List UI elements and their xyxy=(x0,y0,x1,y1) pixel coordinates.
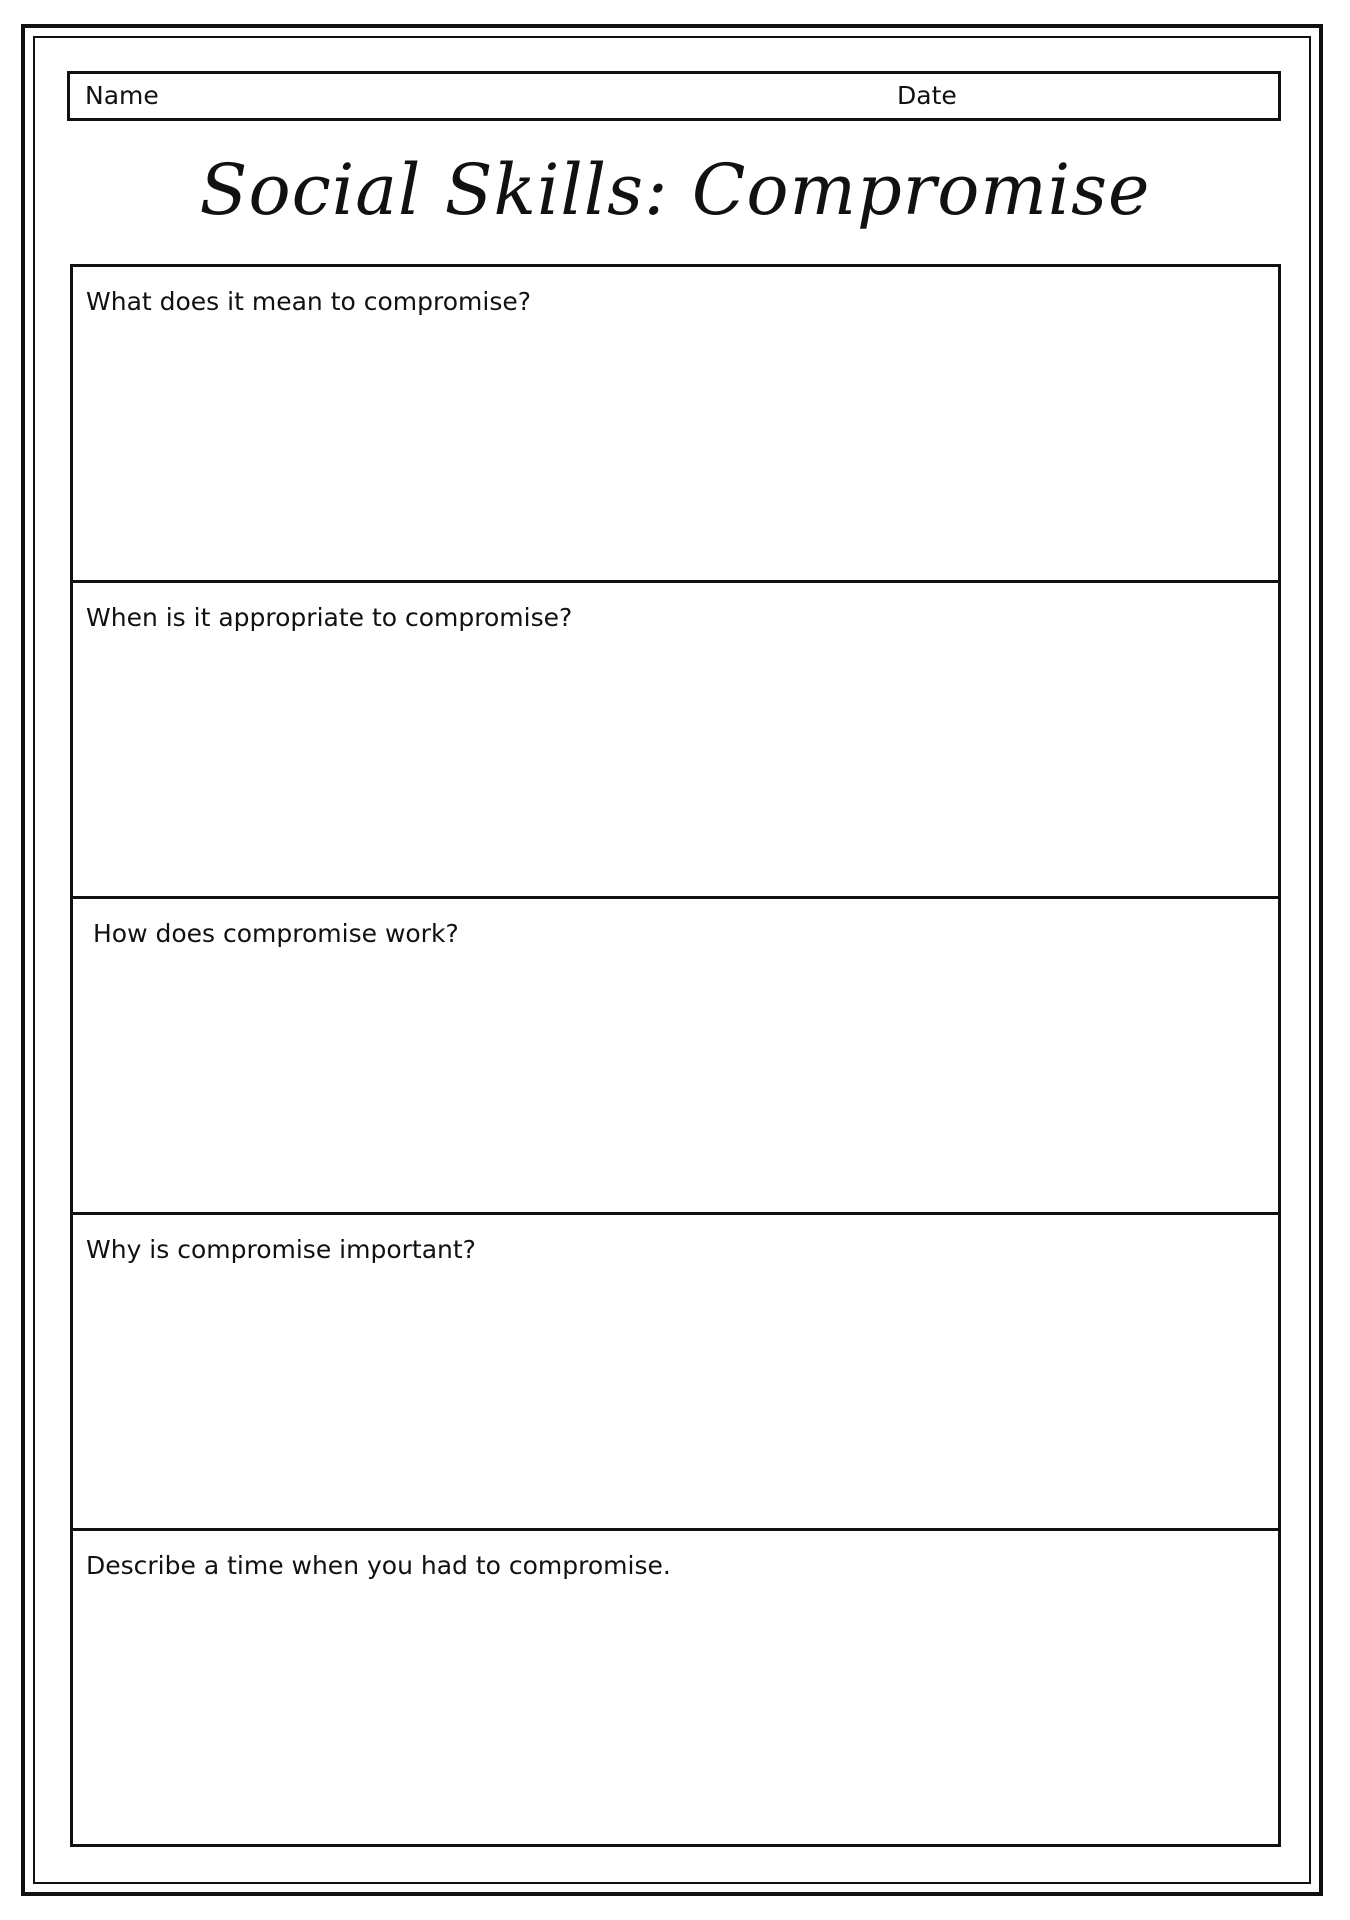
question-text: Why is compromise important? xyxy=(86,1235,476,1264)
question-grid xyxy=(70,264,1281,1847)
name-date-bar xyxy=(67,71,1281,121)
question-box-when xyxy=(73,580,1278,896)
question-text: What does it mean to compromise? xyxy=(86,287,531,316)
question-text: Describe a time when you had to compromise. xyxy=(86,1551,671,1580)
date-label: Date xyxy=(897,81,957,110)
name-label: Name xyxy=(85,81,159,110)
question-box-why xyxy=(73,1212,1278,1528)
worksheet-title: Social Skills: Compromise xyxy=(199,149,1151,231)
question-text: How does compromise work? xyxy=(93,919,459,948)
question-box-meaning xyxy=(73,267,1278,580)
question-box-how xyxy=(73,896,1278,1212)
question-box-describe xyxy=(73,1528,1278,1844)
question-text: When is it appropriate to compromise? xyxy=(86,603,573,632)
